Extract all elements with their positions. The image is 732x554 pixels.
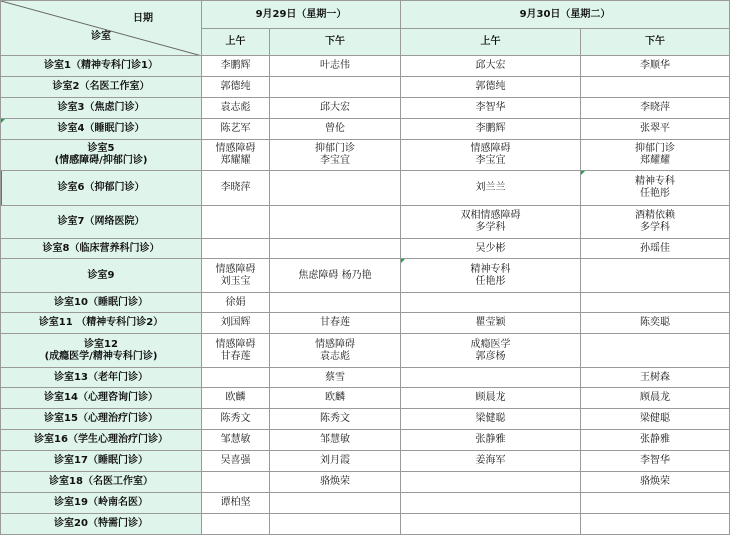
cell-text: 郑耀耀 bbox=[220, 155, 251, 166]
room-cell bbox=[1, 140, 202, 171]
schedule-cell-d1pm bbox=[270, 368, 401, 388]
cell-text: 诊室13（老年门诊） bbox=[54, 371, 148, 383]
schedule-cell-d1pm bbox=[270, 239, 401, 259]
schedule-cell-d2pm bbox=[581, 119, 730, 140]
cell-text: 诊室5 bbox=[87, 143, 115, 154]
cell-text: 刘月霞 bbox=[320, 455, 350, 466]
cell-text: 欧麟 bbox=[325, 392, 345, 403]
cell-text: 李鹏辉 bbox=[475, 123, 506, 134]
cell-text: 诊室18（名医工作室） bbox=[49, 476, 153, 487]
cell-text: 陈艺军 bbox=[220, 123, 251, 134]
cell-text: 吴喜强 bbox=[220, 455, 251, 466]
room-cell bbox=[1, 77, 202, 98]
schedule-cell-d2am bbox=[401, 472, 581, 493]
cell-text: 张静雅 bbox=[640, 434, 670, 445]
schedule-cell-d1am bbox=[202, 451, 270, 472]
cell-text: 张翠平 bbox=[640, 123, 670, 134]
cell-text: 李宝宜 bbox=[320, 155, 350, 166]
schedule-cell-d2pm bbox=[581, 493, 730, 514]
cell-text: 抑郁门诊 bbox=[635, 143, 675, 154]
table-row bbox=[1, 451, 730, 472]
schedule-cell-d2pm bbox=[581, 77, 730, 98]
cell-text: 陈秀文 bbox=[320, 413, 350, 424]
cell-text: 骆焕荣 bbox=[640, 476, 670, 487]
schedule-cell-d2pm bbox=[581, 409, 730, 430]
schedule-cell-d2pm bbox=[581, 259, 730, 293]
schedule-cell-d1am bbox=[202, 206, 270, 239]
schedule-cell-d2am bbox=[401, 334, 581, 368]
cell-text: 邱大宏 bbox=[320, 102, 350, 113]
schedule-cell-d1am bbox=[202, 472, 270, 493]
room-cell bbox=[1, 293, 202, 313]
cell-text: 郭德纯 bbox=[475, 81, 506, 92]
schedule-cell-d2am bbox=[401, 493, 581, 514]
schedule-cell-d2am bbox=[401, 140, 581, 171]
schedule-cell-d1pm bbox=[270, 206, 401, 239]
schedule-cell-d2am bbox=[401, 514, 581, 535]
schedule-cell-d2pm bbox=[581, 430, 730, 451]
schedule-cell-d2am bbox=[401, 77, 581, 98]
schedule-cell-d2am bbox=[401, 259, 581, 293]
diagonal-divider bbox=[1, 1, 202, 56]
table-row bbox=[1, 98, 730, 119]
cell-text: 谭柏坚 bbox=[220, 497, 251, 508]
cell-text: 任艳彤 bbox=[640, 188, 670, 199]
table-row bbox=[1, 239, 730, 259]
room-cell bbox=[1, 493, 202, 514]
table-row bbox=[1, 171, 730, 206]
room-cell bbox=[1, 98, 202, 119]
schedule-cell-d2pm bbox=[581, 206, 730, 239]
cell-text: 梁健聪 bbox=[640, 413, 670, 424]
room-cell bbox=[1, 409, 202, 430]
table-row bbox=[1, 368, 730, 388]
schedule-cell-d2pm bbox=[581, 140, 730, 171]
room-cell bbox=[1, 430, 202, 451]
cell-text: 蔡雪 bbox=[325, 371, 345, 383]
room-cell bbox=[1, 259, 202, 293]
header-corner bbox=[1, 1, 202, 56]
room-cell bbox=[1, 239, 202, 259]
schedule-cell-d2am bbox=[401, 119, 581, 140]
schedule-cell-d1pm bbox=[270, 388, 401, 409]
cell-text: 情感障碍 bbox=[215, 143, 256, 154]
cell-text: 诊室16（学生心理治疗门诊） bbox=[34, 434, 168, 445]
table-row bbox=[1, 77, 730, 98]
table-row bbox=[1, 514, 730, 535]
schedule-cell-d1am bbox=[202, 409, 270, 430]
schedule-cell-d1am bbox=[202, 56, 270, 77]
cell-text: 诊室11 （精神专科门诊2） bbox=[38, 317, 164, 328]
schedule-cell-d2am bbox=[401, 239, 581, 259]
cell-text: (情感障碍/抑郁门诊) bbox=[54, 155, 148, 166]
schedule-cell-d2pm bbox=[581, 334, 730, 368]
cell-text: 双相情感障碍 bbox=[460, 210, 521, 221]
cell-text: 情感障碍 bbox=[215, 263, 256, 275]
cell-text: 刘玉宝 bbox=[220, 275, 251, 287]
cell-text: 诊室19（岭南名医） bbox=[54, 497, 148, 508]
table-row bbox=[1, 206, 730, 239]
cell-text: 李晓萍 bbox=[640, 102, 670, 113]
room-cell bbox=[1, 206, 202, 239]
day2-am-header: 上午 bbox=[401, 29, 581, 56]
schedule-cell-d2am bbox=[401, 98, 581, 119]
cell-text: 刘兰兰 bbox=[475, 182, 506, 193]
schedule-cell-d1am bbox=[202, 119, 270, 140]
cell-text: 诊室1（精神专科门诊1） bbox=[44, 60, 158, 71]
schedule-cell-d2pm bbox=[581, 98, 730, 119]
schedule-cell-d2pm bbox=[581, 239, 730, 259]
cell-text: 诊室3（焦虑门诊） bbox=[57, 102, 145, 113]
table-row bbox=[1, 313, 730, 334]
day2-header: 9月30日（星期二） bbox=[401, 1, 730, 29]
schedule-cell-d1am bbox=[202, 493, 270, 514]
schedule-cell-d1pm bbox=[270, 313, 401, 334]
cell-text: 情感障碍 bbox=[470, 143, 511, 154]
schedule-cell-d2am bbox=[401, 430, 581, 451]
cell-text: 李鹏辉 bbox=[220, 60, 251, 71]
table-row bbox=[1, 430, 730, 451]
schedule-cell-d2pm bbox=[581, 313, 730, 334]
table-row bbox=[1, 56, 730, 77]
schedule-cell-d1pm bbox=[270, 451, 401, 472]
room-cell bbox=[1, 472, 202, 493]
cell-text: 王树森 bbox=[640, 371, 670, 383]
cell-text: 成瘾医学 bbox=[470, 338, 511, 350]
schedule-cell-d1am bbox=[202, 514, 270, 535]
schedule-cell-d1pm bbox=[270, 409, 401, 430]
day2-pm-header: 下午 bbox=[581, 29, 730, 56]
schedule-cell-d1pm bbox=[270, 293, 401, 313]
cell-text: 刘国辉 bbox=[220, 317, 251, 328]
schedule-body bbox=[1, 56, 730, 535]
schedule-cell-d2pm bbox=[581, 451, 730, 472]
room-cell bbox=[1, 119, 202, 140]
cell-text: 李智华 bbox=[475, 102, 506, 113]
schedule-cell-d2pm bbox=[581, 368, 730, 388]
room-cell bbox=[1, 451, 202, 472]
schedule-cell-d1pm bbox=[270, 493, 401, 514]
schedule-cell-d1am bbox=[202, 171, 270, 206]
table-row bbox=[1, 259, 730, 293]
cell-text: 叶志伟 bbox=[320, 60, 350, 71]
cell-text: 姜海军 bbox=[475, 455, 506, 466]
schedule-cell-d2am bbox=[401, 171, 581, 206]
schedule-cell-d2am bbox=[401, 293, 581, 313]
cell-text: 瞿莹颖 bbox=[475, 317, 506, 328]
schedule-cell-d1pm bbox=[270, 119, 401, 140]
cell-text: 徐娟 bbox=[225, 296, 246, 308]
cell-text: 邹慧敏 bbox=[320, 434, 350, 445]
cell-text: 多学科 bbox=[475, 222, 506, 233]
table-row bbox=[1, 293, 730, 313]
schedule-cell-d1pm bbox=[270, 430, 401, 451]
schedule-cell-d1pm bbox=[270, 98, 401, 119]
cell-text: 诊室2（名医工作室） bbox=[52, 81, 150, 92]
cell-text: (成瘾医学/精神专科门诊) bbox=[44, 350, 158, 362]
table-row bbox=[1, 388, 730, 409]
schedule-cell-d2am bbox=[401, 313, 581, 334]
schedule-cell-d1am bbox=[202, 430, 270, 451]
schedule-cell-d2am bbox=[401, 388, 581, 409]
cell-text: 甘春莲 bbox=[220, 350, 251, 362]
schedule-cell-d1pm bbox=[270, 259, 401, 293]
room-cell bbox=[1, 56, 202, 77]
cell-text: 多学科 bbox=[640, 222, 670, 233]
table-row bbox=[1, 493, 730, 514]
cell-text: 陈秀文 bbox=[220, 413, 251, 424]
day1-header: 9月29日（星期一） bbox=[202, 1, 401, 29]
room-cell bbox=[1, 334, 202, 368]
schedule-cell-d2pm bbox=[581, 293, 730, 313]
cell-text: 焦虑障碍 杨乃艳 bbox=[298, 269, 372, 281]
table-row bbox=[1, 140, 730, 171]
cell-text: 诊室15（心理治疗门诊） bbox=[44, 413, 158, 424]
cell-text: 孙瑶佳 bbox=[640, 242, 670, 254]
cell-text: 诊室14（心理咨询门诊） bbox=[44, 392, 158, 403]
cell-text: 顾晨龙 bbox=[640, 392, 670, 403]
cell-text: 诊室12 bbox=[84, 338, 118, 350]
schedule-cell-d2pm bbox=[581, 388, 730, 409]
cell-text: 精神专科 bbox=[470, 263, 511, 275]
room-cell bbox=[1, 388, 202, 409]
schedule-cell-d2pm bbox=[581, 56, 730, 77]
schedule-cell-d1am bbox=[202, 98, 270, 119]
schedule-cell-d1pm bbox=[270, 56, 401, 77]
cell-text: 诊室8（临床营养科门诊） bbox=[42, 242, 160, 254]
cell-text: 欧麟 bbox=[225, 392, 246, 403]
cell-text: 李顺华 bbox=[640, 60, 670, 71]
day1-pm-header: 下午 bbox=[270, 29, 401, 56]
day1-am-header: 上午 bbox=[202, 29, 270, 56]
table-row bbox=[1, 409, 730, 430]
schedule-cell-d1am bbox=[202, 368, 270, 388]
cell-text: 情感障碍 bbox=[315, 338, 355, 350]
room-cell bbox=[1, 514, 202, 535]
table-row bbox=[1, 472, 730, 493]
cell-text: 顾晨龙 bbox=[475, 392, 506, 403]
schedule-cell-d1am bbox=[202, 334, 270, 368]
cell-text: 诊室9 bbox=[87, 269, 115, 281]
schedule-cell-d1pm bbox=[270, 140, 401, 171]
schedule-cell-d1pm bbox=[270, 77, 401, 98]
cell-text: 诊室10（睡眠门诊） bbox=[54, 296, 148, 308]
schedule-cell-d1pm bbox=[270, 472, 401, 493]
schedule-cell-d1am bbox=[202, 77, 270, 98]
cell-text: 郭彦杨 bbox=[475, 350, 506, 362]
cell-text: 邹慧敏 bbox=[220, 434, 251, 445]
cell-text: 诊室6（抑郁门诊） bbox=[57, 182, 145, 193]
schedule-cell-d1am bbox=[202, 388, 270, 409]
cell-text: 精神专科 bbox=[635, 176, 675, 187]
cell-text: 郑耀耀 bbox=[640, 155, 670, 166]
cell-text: 诊室17（睡眠门诊） bbox=[54, 455, 148, 466]
cell-text: 张静雅 bbox=[475, 434, 506, 445]
date-label: 日期 bbox=[133, 13, 153, 24]
cell-text: 邱大宏 bbox=[475, 60, 506, 71]
cell-text: 李晓萍 bbox=[220, 182, 251, 193]
schedule-cell-d1pm bbox=[270, 171, 401, 206]
cell-text: 陈奕聪 bbox=[640, 317, 670, 328]
cell-text: 郭德纯 bbox=[220, 81, 251, 92]
schedule-cell-d1am bbox=[202, 140, 270, 171]
cell-text: 任艳彤 bbox=[475, 275, 506, 287]
cell-text: 骆焕荣 bbox=[320, 476, 350, 487]
cell-text: 诊室20（特需门诊） bbox=[54, 518, 148, 529]
schedule-cell-d1am bbox=[202, 313, 270, 334]
schedule-cell-d1pm bbox=[270, 334, 401, 368]
schedule-cell-d1am bbox=[202, 239, 270, 259]
schedule-cell-d1pm bbox=[270, 514, 401, 535]
cell-text: 李智华 bbox=[640, 455, 670, 466]
table-row bbox=[1, 119, 730, 140]
cell-text: 诊室4（睡眠门诊） bbox=[57, 123, 145, 134]
schedule-cell-d2pm bbox=[581, 514, 730, 535]
cell-text: 袁志彪 bbox=[320, 350, 350, 362]
schedule-cell-d2am bbox=[401, 368, 581, 388]
cell-text: 酒精依赖 bbox=[635, 210, 675, 221]
room-cell bbox=[1, 368, 202, 388]
table-row bbox=[1, 334, 730, 368]
room-cell bbox=[1, 313, 202, 334]
cell-text: 甘春莲 bbox=[320, 317, 350, 328]
schedule-cell-d1am bbox=[202, 259, 270, 293]
cell-text: 袁志彪 bbox=[220, 102, 251, 113]
room-cell bbox=[1, 171, 202, 206]
cell-text: 诊室7（网络医院） bbox=[57, 216, 145, 227]
schedule-cell-d1am bbox=[202, 293, 270, 313]
schedule-cell-d2am bbox=[401, 409, 581, 430]
schedule-cell-d2am bbox=[401, 206, 581, 239]
schedule-cell-d2am bbox=[401, 451, 581, 472]
schedule-cell-d2am bbox=[401, 56, 581, 77]
cell-text: 曾伦 bbox=[325, 123, 345, 134]
cell-text: 情感障碍 bbox=[215, 338, 256, 350]
cell-text: 吴少彬 bbox=[475, 242, 506, 254]
room-label: 诊室 bbox=[91, 31, 111, 42]
cell-text: 李宝宜 bbox=[475, 155, 506, 166]
schedule-cell-d2pm bbox=[581, 472, 730, 493]
schedule-cell-d2pm bbox=[581, 171, 730, 206]
cell-text: 抑郁门诊 bbox=[315, 143, 355, 154]
cell-text: 梁健聪 bbox=[475, 413, 506, 424]
